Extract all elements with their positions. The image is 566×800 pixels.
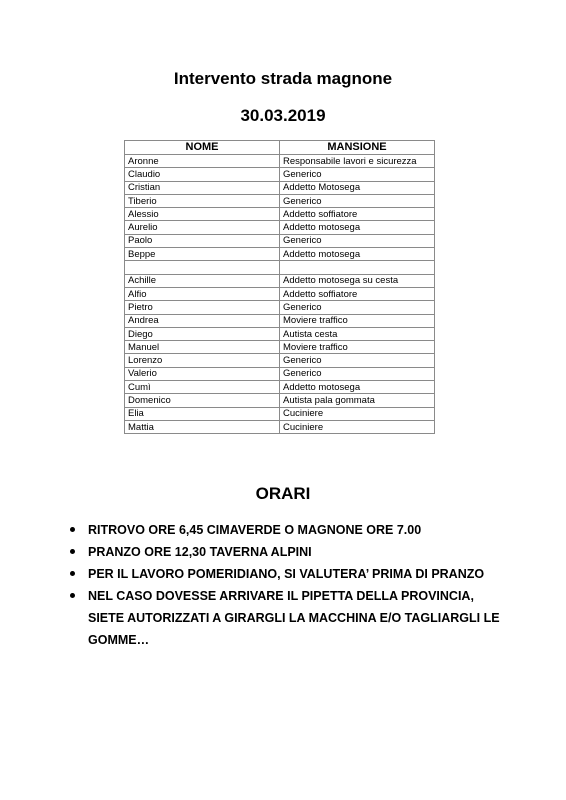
table-row	[125, 301, 435, 314]
table-header-row	[125, 141, 435, 155]
cell-mansione: Generico	[280, 367, 435, 380]
cell-nome: Paolo	[125, 234, 280, 247]
document-date: 30.03.2019	[240, 106, 326, 125]
cell-mansione: Generico	[280, 234, 435, 247]
table-row	[125, 248, 435, 261]
list-item-text: NEL CASO DOVESSE ARRIVARE IL PIPETTA DELLA PROVINCIA, SIETE AUTORIZZATI A GIRARGLI LA MACCHINA E/O TAGLIARGLI LE GOMME…	[88, 589, 500, 647]
table-row	[125, 234, 435, 247]
table-row	[125, 208, 435, 221]
bullet-icon	[70, 571, 75, 576]
cell-nome	[125, 261, 280, 274]
cell-mansione: Generico	[280, 168, 435, 181]
table-row	[125, 168, 435, 181]
cell-mansione: Addetto Motosega	[280, 181, 435, 194]
cell-mansione: Addetto motosega	[280, 248, 435, 261]
cell-nome: Cumì	[125, 381, 280, 394]
cell-nome: Claudio	[125, 168, 280, 181]
cell-mansione: Addetto motosega su cesta	[280, 274, 435, 287]
table-row	[125, 367, 435, 380]
cell-nome: Domenico	[125, 394, 280, 407]
orari-heading: ORARI	[255, 484, 311, 503]
roster-table	[124, 140, 435, 434]
table-row	[125, 261, 435, 274]
cell-nome: Diego	[125, 327, 280, 340]
cell-nome: Tiberio	[125, 194, 280, 207]
bullet-icon	[70, 527, 75, 532]
cell-nome: Pietro	[125, 301, 280, 314]
cell-mansione: Moviere traffico	[280, 314, 435, 327]
cell-mansione: Generico	[280, 194, 435, 207]
list-item	[70, 585, 510, 651]
cell-nome: Cristian	[125, 181, 280, 194]
cell-mansione: Addetto motosega	[280, 381, 435, 394]
document-title: Intervento strada magnone	[173, 69, 393, 88]
list-item-text: PER IL LAVORO POMERIDIANO, SI VALUTERA’ PRIMA DI PRANZO	[88, 567, 485, 581]
list-item-text: RITROVO ORE 6,45 CIMAVERDE O MAGNONE ORE 7.00	[88, 523, 422, 537]
table-row	[125, 407, 435, 420]
table-row	[125, 327, 435, 340]
cell-mansione	[280, 261, 435, 274]
cell-nome: Alfio	[125, 287, 280, 300]
cell-mansione: Moviere traffico	[280, 341, 435, 354]
cell-nome: Elia	[125, 407, 280, 420]
table-row	[125, 155, 435, 168]
cell-mansione: Responsabile lavori e sicurezza	[280, 155, 435, 168]
roster-table-body	[125, 155, 435, 434]
cell-nome: Aronne	[125, 155, 280, 168]
cell-nome: Beppe	[125, 248, 280, 261]
cell-mansione: Addetto soffiatore	[280, 208, 435, 221]
cell-mansione: Cuciniere	[280, 407, 435, 420]
table-row	[125, 354, 435, 367]
table-row	[125, 394, 435, 407]
column-header-nome: NOME	[125, 141, 280, 155]
cell-nome: Alessio	[125, 208, 280, 221]
list-item	[70, 541, 510, 563]
table-row	[125, 194, 435, 207]
cell-nome: Achille	[125, 274, 280, 287]
list-item-text: PRANZO ORE 12,30 TAVERNA ALPINI	[88, 545, 312, 559]
cell-mansione: Addetto motosega	[280, 221, 435, 234]
cell-nome: Mattia	[125, 420, 280, 433]
table-row	[125, 381, 435, 394]
list-item	[70, 519, 510, 541]
list-item	[70, 563, 510, 585]
table-row	[125, 221, 435, 234]
table-row	[125, 314, 435, 327]
cell-nome: Lorenzo	[125, 354, 280, 367]
cell-mansione: Generico	[280, 354, 435, 367]
table-row	[125, 274, 435, 287]
cell-mansione: Autista pala gommata	[280, 394, 435, 407]
cell-mansione: Autista cesta	[280, 327, 435, 340]
cell-nome: Manuel	[125, 341, 280, 354]
cell-nome: Andrea	[125, 314, 280, 327]
cell-nome: Valerio	[125, 367, 280, 380]
table-row	[125, 341, 435, 354]
table-row	[125, 420, 435, 433]
column-header-mansione: MANSIONE	[280, 141, 435, 155]
cell-mansione: Cuciniere	[280, 420, 435, 433]
cell-mansione: Generico	[280, 301, 435, 314]
orari-list	[70, 519, 510, 651]
bullet-icon	[70, 593, 75, 598]
bullet-icon	[70, 549, 75, 554]
table-row	[125, 287, 435, 300]
cell-nome: Aurelio	[125, 221, 280, 234]
table-row	[125, 181, 435, 194]
cell-mansione: Addetto soffiatore	[280, 287, 435, 300]
